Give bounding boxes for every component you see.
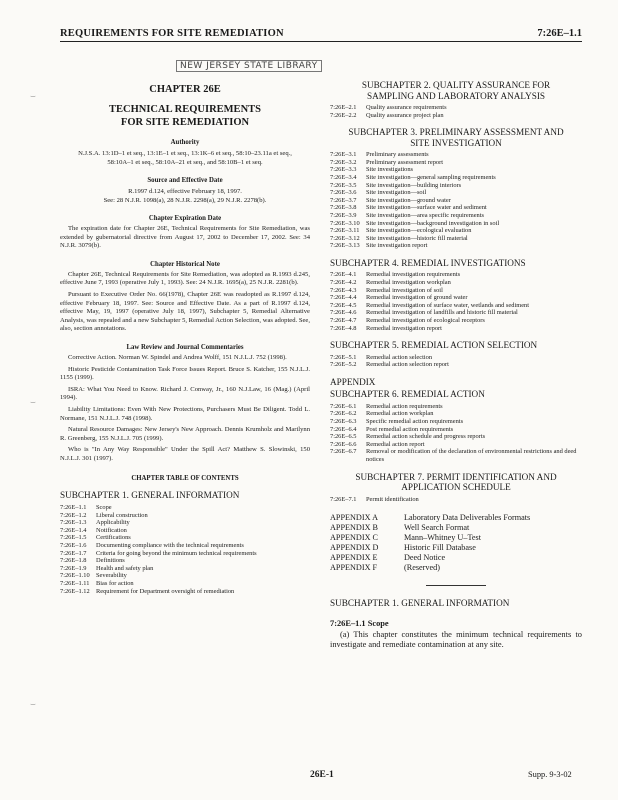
list-item: 7:26E–3.10 Site investigation—background investigation in soil — [330, 219, 500, 227]
list-item: APPENDIX F (Reserved) — [330, 563, 440, 573]
list-item: 7:26E–1.11 Bias for action — [60, 579, 134, 587]
chapter-title: TECHNICAL REQUIREMENTS FOR SITE REMEDIATION — [109, 104, 261, 128]
list-item: 7:26E–3.12 Site investigation—historic fill material — [330, 234, 468, 242]
list-item: Natural Resource Damages: New Jersey's New Approach. Dennis Krumholz and Marilynn R. Greenberg, 155 N.J.L.J. 705 (1999). — [60, 426, 310, 442]
list-item: 7:26E–6.6 Remedial action report — [330, 440, 425, 448]
list-item: 7:26E–1.2 Liberal construction — [60, 511, 148, 519]
list-item: ISRA: What You Need to Know. Richard J. Conway, Jr., 160 N.J.Law, 16 (Mag.) (April 1994). — [60, 385, 310, 402]
list-item: 7:26E–3.6 Site investigation—soil — [330, 189, 427, 197]
history-para-1: Chapter 26E, Technical Requirements for Site Remediation, was adopted as R.1993 d.245, effective June 7, 1993 (operative July 1, 1993). See: 24 N.J.R. 1695(a), 25 N.J.R. 2281(b). — [60, 270, 310, 287]
list-item: 7:26E–3.5 Site investigation—building interiors — [330, 181, 462, 189]
body-subchapter-title: SUBCHAPTER 1. GENERAL INFORMATION — [330, 598, 510, 609]
expiration-text: The expiration date for Chapter 26E, Technical Requirements for Site Remediation, was extended by gubernatorial directive from August 17, 2002 to December 17, 2002. See: 34 N.J.R. 3079(b). — [60, 225, 310, 250]
left-column — [60, 80, 310, 595]
list-item: 7:26E–4.2 Remedial investigation workplan — [330, 279, 451, 286]
list-item: APPENDIX D Historic Fill Database — [330, 543, 476, 553]
list-item: 7:26E–3.11 Site investigation—ecological evaluation — [330, 227, 472, 235]
authority-heading: Authority — [170, 139, 200, 146]
header-left: REQUIREMENTS FOR SITE REMEDIATION — [60, 28, 284, 39]
list-item: 7:26E–4.1 Remedial investigation requirements — [330, 271, 461, 279]
list-item: APPENDIX B Well Search Format — [330, 523, 470, 533]
list-item: 7:26E–1.10 Severability — [60, 572, 127, 580]
list-item: 7:26E–3.13 Site investigation report — [330, 242, 428, 250]
list-item: 7:26E–3.9 Site investigation—area specific requirements — [330, 211, 485, 219]
list-item: 7:26E–1.3 Applicability — [60, 519, 130, 527]
expiration-heading: Chapter Expiration Date — [148, 215, 222, 222]
library-stamp: NEW JERSEY STATE LIBRARY — [176, 60, 322, 72]
authority-text: N.J.S.A. 13:1D–1 et seq., 13:1E–1 et seq., 13:1K–6 et seq., 58:10–23.11a et seq., 58:10A–1 et seq., 58:10A–21 et seq., and 58:10B–1 et seq. — [78, 150, 292, 166]
margin-mark-icon: ⌣ — [30, 398, 36, 408]
scope-paragraph: (a) This chapter constitutes the minimum technical requirements to investigate and remediate contamination at any site. — [330, 629, 582, 650]
history-heading: Chapter Historical Note — [150, 260, 220, 268]
subchapter-5-title: SUBCHAPTER 5. REMEDIAL ACTION SELECTION — [330, 340, 538, 351]
subchapter-4-title: SUBCHAPTER 4. REMEDIAL INVESTIGATIONS — [330, 257, 526, 268]
subchapter-2-toc — [330, 104, 582, 119]
subchapter-1-toc — [60, 504, 310, 595]
list-item: Liability Limitations: Even With New Protections, Purchasers Must Be Diligent. Todd L. Normane, 151 N.J.L.J. 748 (1998). — [60, 405, 310, 422]
list-item: 7:26E–3.8 Site investigation—surface water and sediment — [330, 204, 487, 212]
toc-heading: CHAPTER TABLE OF CONTENTS — [131, 475, 239, 483]
list-item: 7:26E–3.2 Preliminary assessment report — [330, 158, 444, 166]
list-item: Who is "In Any Way Responsible" Under the Spill Act? Matthew S. Slowinski, 150 N.J.L.J. 301 (1997). — [60, 446, 310, 462]
list-item: 7:26E–3.3 Site investigations — [330, 166, 414, 174]
list-item: Historic Pesticide Contamination Task Force Issues Report. Bruce S. Katcher, 155 N.J.L.J. 1155 (1999). — [60, 365, 310, 382]
header-right: 7:26E–1.1 — [537, 28, 582, 39]
supplement-date: Supp. 9-3-02 — [528, 770, 572, 779]
subchapter-7-toc — [330, 496, 582, 504]
list-item: 7:26E–4.6 Remedial investigation of landfills and historic fill material — [330, 309, 518, 317]
list-item: 7:26E–5.2 Remedial action selection report — [330, 361, 449, 369]
history-para-2: Pursuant to Executive Order No. 66(1978), Chapter 26E was readopted as R.1997 d.124, effective February 18, 1997. See: Source and Effective Date. As a part of R.1997 d.124, effective May, 19, 1997 (operative July 18, 1997), Subchapter 5, Remedial Alternative Analysis, was repealed and a new Subchapter 5, Remedial Action Selection, was adopted. See, also, section annotations. — [60, 290, 310, 333]
subchapter-3-toc — [330, 151, 582, 250]
subchapter-6-toc — [330, 403, 582, 464]
subchapter-3-title: SUBCHAPTER 3. PRELIMINARY ASSESSMENT AND SITE INVESTIGATION — [348, 127, 564, 148]
law-review-list — [60, 354, 310, 464]
chapter-number: CHAPTER 26E — [149, 84, 221, 95]
list-item: APPENDIX E Deed Notice — [330, 553, 446, 563]
page-number: 26E-1 — [310, 770, 334, 780]
subchapter-7-title: SUBCHAPTER 7. PERMIT IDENTIFICATION AND APPLICATION SCHEDULE — [355, 471, 557, 493]
list-item: 7:26E–1.6 Documenting compliance with the technical requirements — [60, 541, 244, 549]
scope-heading: 7:26E–1.1 Scope — [330, 618, 389, 628]
list-item: 7:26E–6.1 Remedial action requirements — [330, 402, 443, 410]
list-item: 7:26E–4.4 Remedial investigation of ground water — [330, 294, 468, 302]
list-item: 7:26E–1.12 Requirement for Department oversight of remediation — [60, 587, 235, 595]
subchapter-5-toc — [330, 354, 582, 369]
list-item: APPENDIX A Laboratory Data Deliverables Formats — [330, 513, 531, 523]
list-item: 7:26E–6.2 Remedial action workplan — [330, 410, 434, 418]
list-item: 7:26E–2.2 Quality assurance project plan — [330, 111, 444, 119]
subchapter-1-title: SUBCHAPTER 1. GENERAL INFORMATION — [60, 490, 240, 501]
list-item: 7:26E–1.4 Notification — [60, 526, 127, 534]
section-divider — [426, 585, 486, 586]
list-item: 7:26E–1.8 Definitions — [60, 557, 125, 565]
list-item: APPENDIX C Mann–Whitney U–Test — [330, 533, 481, 543]
margin-mark-icon: ⌣ — [30, 92, 36, 102]
list-item: 7:26E–3.4 Site investigation—general sampling requirements — [330, 173, 496, 181]
right-column — [330, 80, 582, 651]
subchapter-4-toc — [330, 271, 582, 332]
list-item: 7:26E–2.1 Quality assurance requirements — [330, 104, 447, 111]
list-item: 7:26E–7.1 Permit identification — [330, 495, 419, 503]
law-review-heading: Law Review and Journal Commentaries — [126, 343, 244, 351]
list-item: 7:26E–4.7 Remedial investigation of ecological receptors — [330, 316, 485, 324]
appendix-label: APPENDIX — [330, 376, 376, 387]
running-header — [60, 24, 582, 42]
list-item: 7:26E–1.5 Certifications — [60, 534, 131, 542]
list-item: 7:26E–3.7 Site investigation—ground water — [330, 196, 451, 204]
list-item: 7:26E–1.7 Criteria for going beyond the minimum technical requirements — [60, 549, 257, 557]
list-item: 7:26E–6.7 Removal or modification of the declaration of environmental restrictions and deed notices — [330, 448, 577, 463]
list-item: 7:26E–6.3 Specific remedial action requirements — [330, 418, 464, 426]
list-item: 7:26E–1.1 Scope — [60, 503, 112, 511]
margin-mark-icon: ⌣ — [30, 700, 36, 710]
subchapter-6-title: SUBCHAPTER 6. REMEDIAL ACTION — [330, 389, 485, 400]
list-item: 7:26E–6.4 Post remedial action requirements — [330, 425, 454, 433]
list-item: Corrective Action. Norman W. Spindel and Andrea Wolff, 151 N.J.L.J. 752 (1998). — [68, 353, 287, 361]
list-item: 7:26E–6.5 Remedial action schedule and progress reports — [330, 433, 486, 441]
subchapter-2-title: SUBCHAPTER 2. QUALITY ASSURANCE FOR SAMPLING AND LABORATORY ANALYSIS — [361, 80, 551, 101]
source-line-1: R.1997 d.124, effective February 18, 1997. — [128, 188, 242, 195]
source-heading: Source and Effective Date — [147, 177, 223, 184]
list-item: 7:26E–4.8 Remedial investigation report — [330, 324, 442, 332]
list-item: 7:26E–1.9 Health and safety plan — [60, 564, 154, 572]
list-item: 7:26E–3.1 Preliminary assessments — [330, 151, 429, 159]
appendices-list — [330, 513, 582, 573]
list-item: 7:26E–4.5 Remedial investigation of surface water, wetlands and sediment — [330, 301, 530, 309]
list-item: 7:26E–4.3 Remedial investigation of soil — [330, 286, 443, 294]
list-item: 7:26E–5.1 Remedial action selection — [330, 353, 433, 361]
source-line-2: See: 28 N.J.R. 1098(a), 28 N.J.R. 2298(a), 29 N.J.R. 2278(b). — [103, 197, 267, 204]
